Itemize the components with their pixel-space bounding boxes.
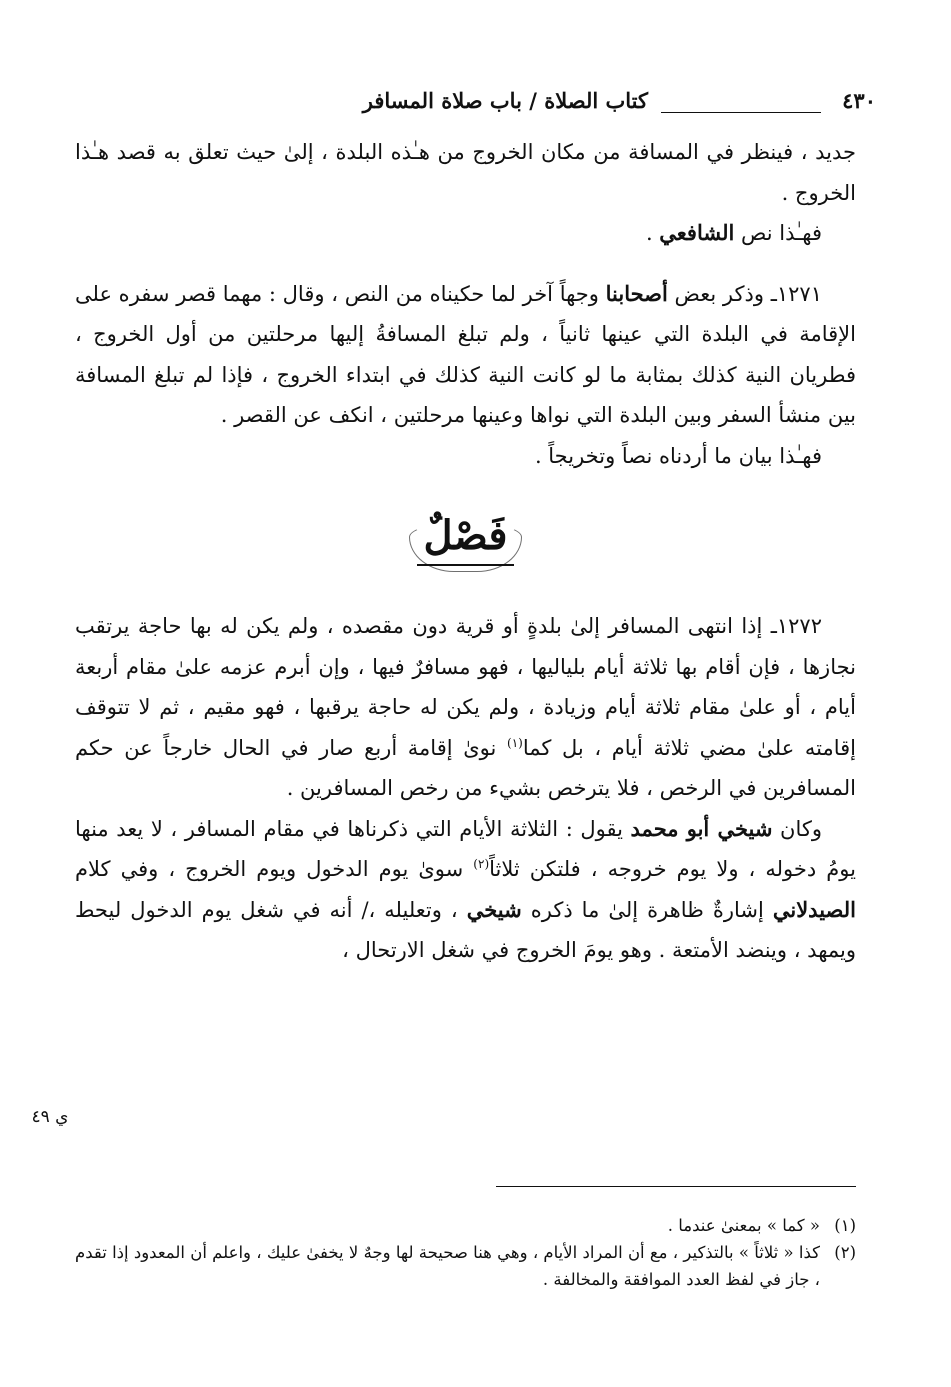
bold-name: أصحابنا <box>605 280 668 306</box>
main-text <box>75 132 856 971</box>
footnote <box>75 1239 856 1293</box>
running-title: كتاب الصلاة / باب صلاة المسافر <box>362 88 648 113</box>
bold-name: الشافعي <box>659 220 735 245</box>
bold-name: الصيدلاني <box>772 896 856 922</box>
footnote-text: « كما » بمعنىٰ عندما . <box>667 1216 820 1235</box>
section-heading: فَصْلٌ <box>409 510 521 572</box>
margin-note: ي ٤٩ <box>31 1107 69 1127</box>
paragraph: فهـٰذا نص الشافعي . <box>645 220 822 245</box>
footnote <box>75 1212 856 1239</box>
footnotes <box>75 1212 856 1293</box>
page-number: ٤٣٠ <box>842 88 876 113</box>
bold-name: شيخي أبو محمد <box>630 815 773 841</box>
footnote-number: (١) <box>834 1216 856 1235</box>
paragraph: فهـٰذا بيان ما أردناه نصاً وتخريجاً . <box>534 443 822 468</box>
page-header <box>75 88 876 124</box>
paragraph: ١٢٧١ـ وذكر بعض أصحابنا وجهاً آخر لما حكيناه من النص ، وقال : مهما قصر سفره على الإقامة في البلدة التي عينها ثانياً ، ولم تبلغ المسافةُ إليها مرحلتين من أول الخروج ، فطريان النية كذلك بمثابة ما لو كانت النية كذلك في ابتداء الخروج ، فإذا لم تبلغ المسافة بين منشأ السفر وبين البلدة التي نواها وعينها مرحلتين ، انكف عن القصر . <box>75 280 856 427</box>
footnote-number: (٢) <box>834 1243 856 1262</box>
footnote-ref: (٢) <box>473 857 490 871</box>
paragraph: وكان شيخي أبو محمد يقول : الثلاثة الأيام التي ذكرناها في مقام المسافر ، لا يعد منها يومُ دخوله ، ولا يوم خروجه ، فلتكن ثلاثاً$^{(٢)}$ سوىٰ يوم الدخول ويوم الخروج ، وفي كلام الصيدلاني إشارةٌ ظاهرة إلىٰ ما ذكره شيخي ، وتعليله ،/ أنه في شغل يوم الدخول ليحط ويمهد ، وينضد الأمتعة . وهو يومَ الخروج في شغل الارتحال ، <box>75 815 856 962</box>
footnote-rule <box>496 1186 856 1187</box>
footnote-ref: (١) <box>507 735 523 750</box>
section-heading-block <box>75 476 856 606</box>
bold-name: شيخي <box>466 896 522 922</box>
header-rule <box>661 112 821 113</box>
paragraph: جديد ، فينظر في المسافة من مكان الخروج من هـٰذه البلدة ، إلىٰ حيث تعلق به قصد هـٰذا الخروج . <box>75 140 856 205</box>
paragraph: ١٢٧٢ـ إذا انتهى المسافر إلىٰ بلدةٍ أو قرية دون مقصده ، ولم يكن له بها حاجة يرتقب نجازها ، فإن أقام بها ثلاثة أيام بلياليها ، فهو مسافرٌ فيها ، وإن أبرم عزمه علىٰ مقام أربعة أيام ، أو علىٰ مقام ثلاثة أيام وزيادة ، ولم يكن له حاجة يرقبها ، فهو مقيم ، ثم لا تتوقف إقامته علىٰ مضي ثلاثة أيام ، بل كما$^{(١)}$ نوىٰ إقامة أربع صار في الحال خارجاً عن حكم المسافرين في الرخص ، فلا يترخص بشيء من رخص المسافرين . <box>75 614 856 800</box>
footnote-text: كذا « ثلاثاً » بالتذكير ، مع أن المراد الأيام ، وهي هنا صحيحة لها وجهٌ لا يخفىٰ عليك ، واعلم أن المعدود إذا تقدم ، جاز في لفظ العدد الموافقة والمخالفة . <box>75 1243 820 1289</box>
